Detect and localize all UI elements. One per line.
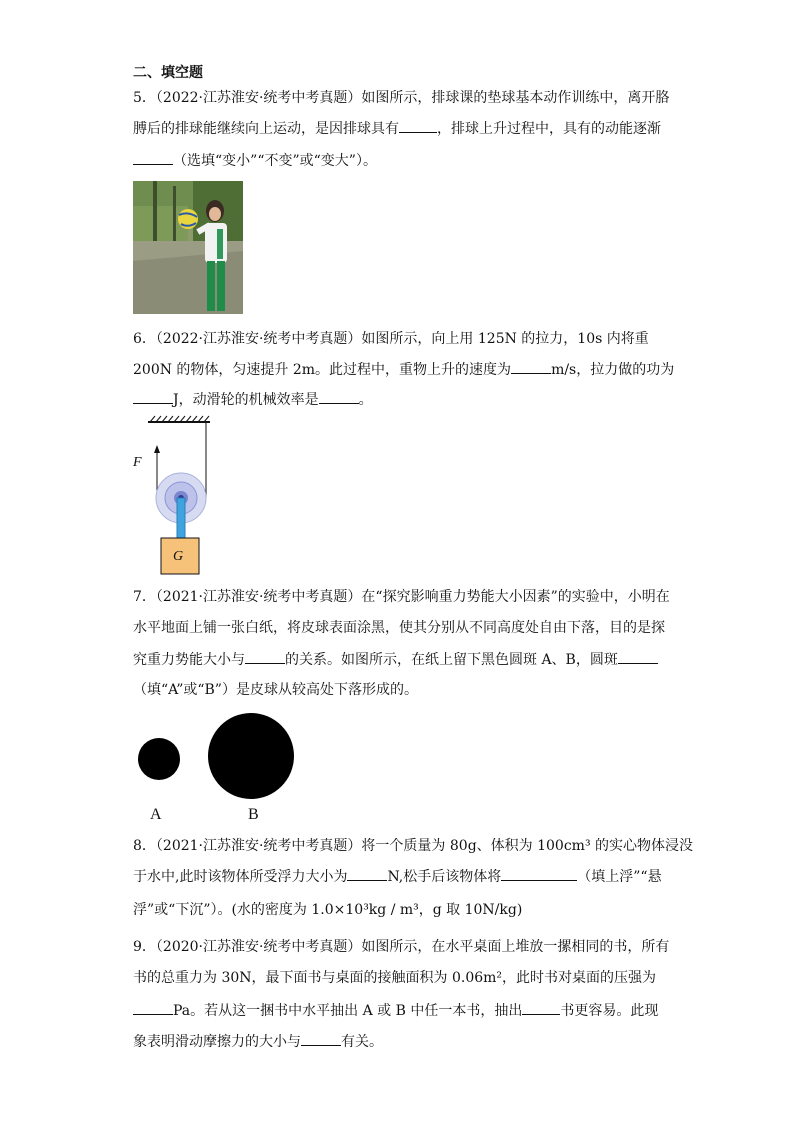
q6-line-2 <box>133 359 674 380</box>
volleyball-photo <box>133 181 243 314</box>
q7-line-1: 7．（2021·江苏淮安·统考中考真题）在“探究影响重力势能大小因素”的实验中，小明在 <box>133 589 670 605</box>
q9-line-2: 书的总重力为 30N，最下面书与桌面的接触面积为 0.06m²，此时书对桌面的压强为 <box>133 970 657 986</box>
q8-text-2b: N,松手后该物体将 <box>387 869 502 885</box>
q8-line-1: 8．（2021·江苏淮安·统考中考真题）将一个质量为 80g、体积为 100cm³ 的实心物体浸没 <box>133 838 694 854</box>
q9-blank-3[interactable] <box>301 1031 341 1046</box>
q5-blank-1[interactable] <box>399 118 437 133</box>
q9-line-3 <box>133 1000 658 1021</box>
weight-label: G <box>173 549 184 564</box>
q7-line-2: 水平地面上铺一张白纸，将皮球表面涂黑，使其分别从不同高度处自由下落，目的是探 <box>133 620 665 636</box>
q9-text-4a: 象表明滑动摩擦力的大小与 <box>133 1034 301 1050</box>
spot-b-label: B <box>248 806 259 823</box>
q8-text-2a: 于水中,此时该物体所受浮力大小为 <box>133 869 348 885</box>
spot-a-label: A <box>150 806 162 823</box>
q9-blank-2[interactable] <box>522 1000 560 1015</box>
q8-line-3: 浮”或“下沉”）。(水的密度为 1.0×10³kg / m³，g 取 10N/kg) <box>133 902 523 918</box>
q6-text-3a: J，动滑轮的机械效率是 <box>173 392 319 408</box>
q6-line-1: 6．（2022·江苏淮安·统考中考真题）如图所示，向上用 125N 的拉力，10s 内将重 <box>133 331 649 347</box>
q6-blank-2[interactable] <box>133 389 173 404</box>
q5-text-3b: （选填“变小”“不变”或“变大”）。 <box>173 153 377 169</box>
q7-blank-1[interactable] <box>245 649 285 664</box>
q8-text-2c: （填上浮”“悬 <box>577 869 662 885</box>
q9-blank-1[interactable] <box>133 1000 173 1015</box>
q5-line-1: 5．（2022·江苏淮安·统考中考真题）如图所示，排球课的垫球基本动作训练中，离开胳 <box>133 90 670 106</box>
q6-text-2a: 200N 的物体，匀速提升 2m。此过程中，重物上升的速度为 <box>133 362 512 378</box>
q7-text-3a: 究重力势能大小与 <box>133 652 245 668</box>
spot-a <box>138 738 180 780</box>
spot-diagram <box>130 708 300 803</box>
force-arrow-icon <box>154 445 160 453</box>
q8-line-2 <box>133 866 662 887</box>
q5-line-3 <box>133 150 377 171</box>
q9-line-4 <box>133 1031 383 1052</box>
section-title: 二、填空题 <box>133 65 203 81</box>
q5-line-2 <box>133 118 661 139</box>
force-label: F <box>133 455 142 470</box>
q6-text-3b: 。 <box>358 392 373 408</box>
q6-text-2b: m/s，拉力做的功为 <box>551 362 675 378</box>
q5-text-2a: 膊后的排球能继续向上运动，是因排球具有 <box>133 121 399 137</box>
q5-blank-2[interactable] <box>133 150 173 165</box>
q9-text-3a: Pa。若从这一捆书中水平抽出 A 或 B 中任一本书，抽出 <box>173 1003 523 1019</box>
q9-text-3b: 书更容易。此现 <box>560 1003 659 1019</box>
q9-line-1: 9．（2020·江苏淮安·统考中考真题）如图所示，在水平桌面上堆放一摞相同的书，所有 <box>133 939 670 955</box>
spot-b <box>208 713 294 799</box>
q6-blank-1[interactable] <box>511 359 551 374</box>
q5-text-2b: ，排球上升过程中，具有的动能逐渐 <box>437 121 661 137</box>
pulley-hook <box>177 498 185 538</box>
q7-blank-2[interactable] <box>618 649 658 664</box>
q6-line-3 <box>133 389 373 410</box>
q8-blank-1[interactable] <box>347 866 387 881</box>
q7-text-3b: 的关系。如图所示，在纸上留下黑色圆斑 A、B，圆斑 <box>285 652 618 668</box>
q9-text-4b: 有关。 <box>341 1034 383 1050</box>
q8-blank-2[interactable] <box>501 866 577 881</box>
q7-line-4: （填“A”或“B”）是皮球从较高处下落形成的。 <box>133 682 418 698</box>
q7-line-3 <box>133 649 658 670</box>
q6-blank-3[interactable] <box>319 389 359 404</box>
